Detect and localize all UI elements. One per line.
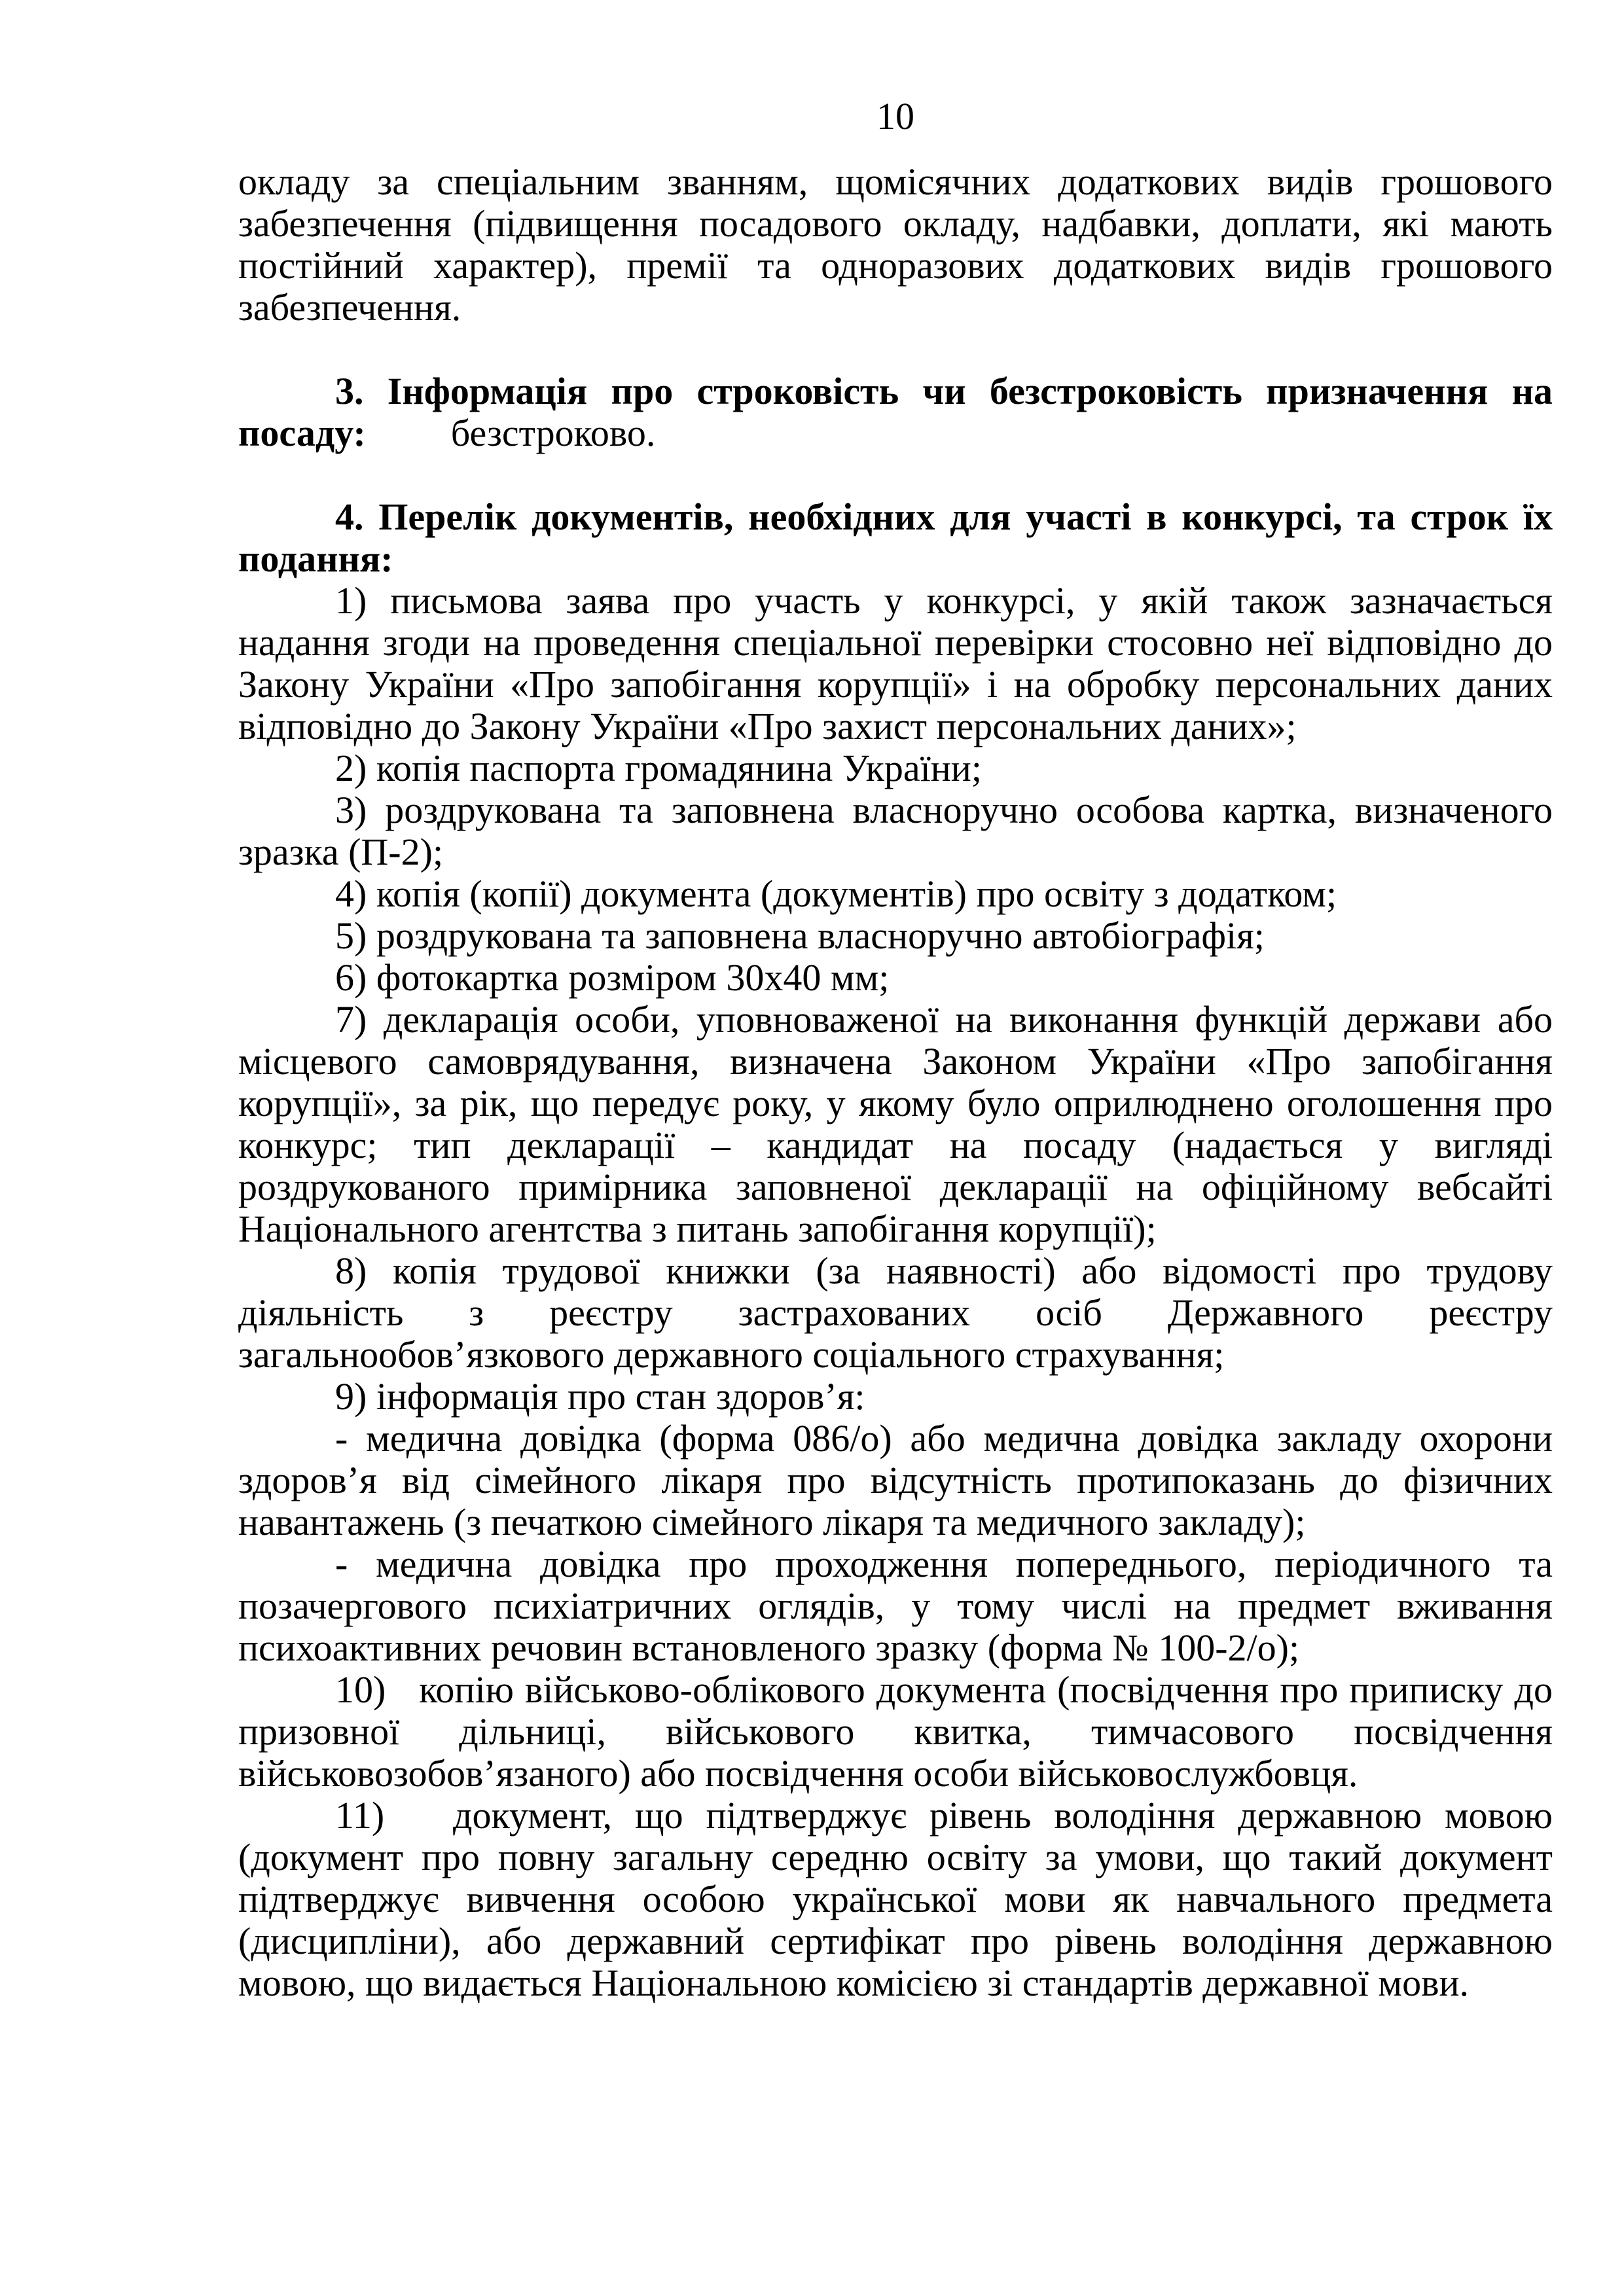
list-item-1: 1) письмова заява про участь у конкурсі, у якій також зазначається надання згоди на проведення спеціальної перевірки стосовно неї відповідно до Закону України «Про запобігання корупції» і на обробку персональних даних відповідно до Закону України «Про захист персональних даних»; [238,579,1553,747]
list-item-9: 9) інформація про стан здоров’я: [335,1375,865,1418]
list-item-5: 5) роздрукована та заповнена власноручно автобіографія; [335,914,1265,957]
list-item-6: 6) фотокартка розміром 30х40 мм; [335,956,890,999]
document-body [238,161,1553,2004]
list-item-4: 4) копія (копії) документа (документів) про освіту з додатком; [335,872,1337,915]
section-4-heading: 4. Перелік документів, необхідних для участі в конкурсі, та строк їх подання: [238,495,1553,580]
list-item-3: 3) роздрукована та заповнена власноручно особова картка, визначеного зразка (П-2); [238,789,1553,873]
list-item-9-medical-certificate-1: - медична довідка (форма 086/о) або медична довідка закладу охорони здоров’я від сімейного лікаря про відсутність протипоказань до фізичних навантажень (з печаткою сімейного лікаря та медичного закладу); [238,1417,1553,1543]
list-item-10: 10) копію військово-облікового документа (посвідчення про приписку до призовної дільниці, військового квитка, тимчасового посвідчення військовозобов’язаного) або посвідчення особи військовослужбовця. [238,1668,1553,1795]
list-item-2: 2) копія паспорта громадянина України; [335,747,982,789]
section-3-value: безстроково. [450,412,656,454]
list-item-8: 8) копія трудової книжки (за наявності) або відомості про трудову діяльність з реєстру застрахованих осіб Державного реєстру загальнообов’язкового державного соціального страхування; [238,1249,1553,1376]
list-item-11: 11) документ, що підтверджує рівень володіння державною мовою (документ про повну загальну середню освіту за умови, що такий документ підтверджує вивчення особою української мови як навчального предмета (дисципліни), або державний сертифікат про рівень володіння державною мовою, що видається Національною комісією зі стандартів державної мови. [238,1794,1553,2004]
section-3-paragraph [238,370,1553,454]
section-3-heading: 3. Інформація про строковість чи безстроковість призначення на посаду: [238,370,1553,454]
list-item-7: 7) декларація особи, уповноваженої на виконання функцій держави або місцевого самоврядування, визначена Законом України «Про запобігання корупції», за рік, що передує року, у якому було оприлюднено оголошення про конкурс; тип декларації – кандидат на посаду (надається у вигляді роздрукованого примірника заповненої декларації на офіційному вебсайті Національного агентства з питань запобігання корупції); [238,998,1553,1250]
intro-paragraph: окладу за спеціальним званням, щомісячних додаткових видів грошового забезпечення (підвищення посадового окладу, надбавки, доплати, які мають постійний характер), премії та одноразових додаткових видів грошового забезпечення. [238,160,1553,329]
tab-gap [366,445,451,446]
list-item-9-medical-certificate-2: - медична довідка про проходження попереднього, періодичного та позачергового психіатричних оглядів, у тому числі на предмет вживання психоактивних речовин встановленого зразку (форма № 100-2/о); [238,1543,1553,1669]
page-number: 10 [876,95,914,137]
